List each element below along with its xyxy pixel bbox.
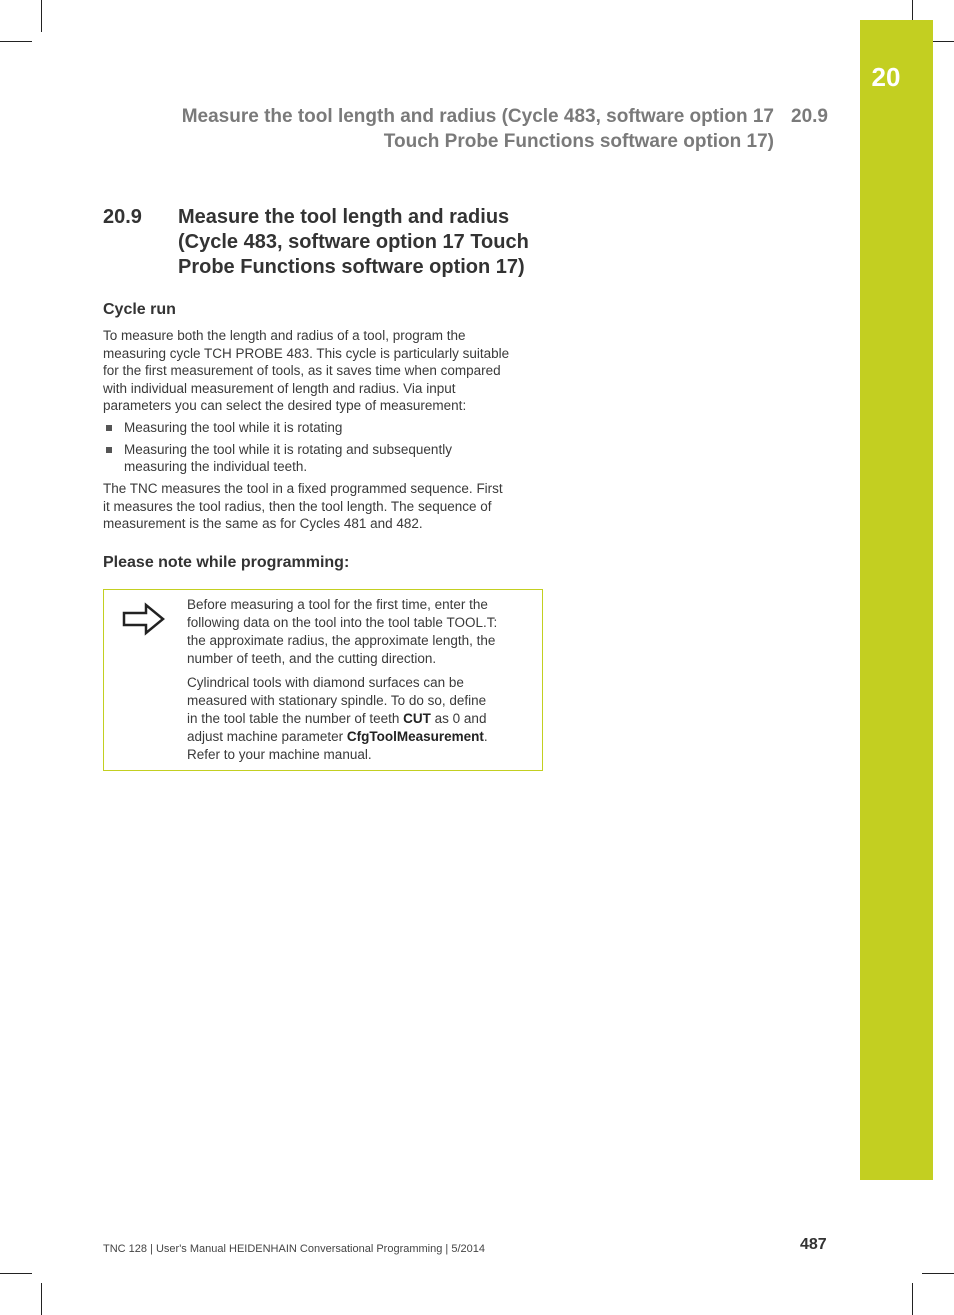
cycle-run-heading: Cycle run [103,301,176,318]
intro-line: measuring cycle TCH PROBE 483. This cycle is particularly suitable [103,345,510,361]
arrow-right-icon [122,602,166,636]
page-number: 487 [800,1236,827,1253]
crop-mark [41,1283,42,1315]
note-line: Before measuring a tool for the first time, enter the [187,597,488,612]
list-item-line: Measuring the tool while it is rotating and subsequently [124,441,452,457]
list-item [103,419,548,437]
note-line: measured with stationary spindle. To do so, define [187,693,487,708]
programming-note-heading: Please note while programming: [103,554,350,571]
note-line: . [483,729,488,744]
bullet-square-icon [106,447,112,453]
intro-line: parameters you can select the desired type of measurement: [103,398,467,413]
chapter-number: 20 [871,62,901,92]
list-item-line: measuring the individual teeth. [124,459,308,474]
cycle-run-outro [103,480,548,533]
note-line: Cylindrical tools with diamond surfaces can be [187,675,464,690]
section-title [178,205,558,280]
parameter-cut: CUT [403,711,431,726]
cycle-run-intro [103,327,548,415]
page-footer: TNC 128 | User's Manual HEIDENHAIN Conversational Programming | 5/2014 [103,1243,485,1255]
note-line: Refer to your machine manual. [187,747,372,762]
outro-line: it measures the tool radius, then the tool length. The sequence of [103,498,492,514]
outro-line: measurement is the same as for Cycles 481 and 482. [103,516,423,531]
bullet-square-icon [106,425,112,431]
note-line: in the tool table the number of teeth [187,711,404,726]
crop-mark [0,41,32,42]
note-line: adjust machine parameter [187,729,347,744]
intro-line: for the first measurement of tools, as it saves time when compared [103,363,501,378]
section-title-line3: Probe Functions software option 17) [178,256,525,278]
crop-mark [912,1283,913,1315]
note-line: as 0 and [430,711,487,726]
crop-mark [41,0,42,32]
section-number: 20.9 [103,206,142,228]
parameter-cfgtoolmeasurement: CfgToolMeasurement [346,729,484,744]
note-paragraph-2 [187,674,532,764]
running-header-section-number: 20.9 [791,106,828,127]
running-header-line1: Measure the tool length and radius (Cycle 483, software option 17 [181,106,774,127]
section-title-line2: (Cycle 483, software option 17 Touch [178,231,529,253]
intro-line: To measure both the length and radius of a tool, program the [103,328,466,343]
note-line: following data on the tool into the tool table TOOL.T: [187,615,498,630]
chapter-tab [860,20,933,1180]
note-paragraph-1 [187,596,532,668]
section-title-line1: Measure the tool length and radius [178,206,510,228]
crop-mark [922,1273,954,1274]
running-header [94,104,774,154]
measurement-type-list [103,419,548,480]
note-line: number of teeth, and the cutting direction. [187,651,437,666]
note-box [103,589,543,771]
outro-line: The TNC measures the tool in a fixed programmed sequence. First [103,481,503,496]
note-line: the approximate radius, the approximate length, the [187,633,496,648]
list-item [103,441,548,476]
list-item-line: Measuring the tool while it is rotating [124,420,343,435]
crop-mark [0,1273,32,1274]
intro-line: with individual measurement of length and radius. Via input [103,380,456,396]
note-text [187,596,532,770]
running-header-line2: Touch Probe Functions software option 17) [383,131,774,152]
